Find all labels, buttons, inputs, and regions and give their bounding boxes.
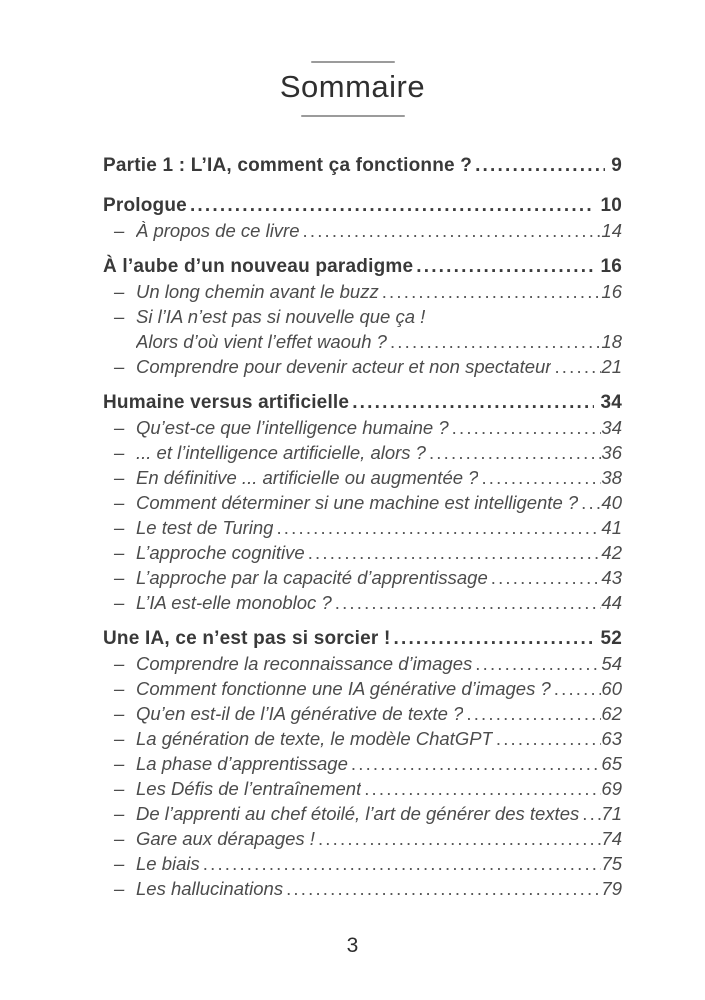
dot-leader: [416, 254, 594, 279]
toc-heading-row: [103, 626, 622, 651]
dot-leader: [481, 465, 601, 490]
entry-dash-bullet: –: [114, 220, 125, 241]
entry-page-number: 14: [601, 220, 622, 241]
dot-leader: [429, 440, 601, 465]
entry-page-number: 10: [600, 195, 622, 216]
toc-entry-row: [103, 751, 622, 776]
dot-leader: [318, 826, 601, 851]
entry-label: Le biais: [136, 853, 200, 874]
entry-page-number: 42: [601, 542, 622, 563]
dot-leader: [276, 515, 601, 540]
dot-leader: [582, 801, 601, 826]
toc-entry-row: [103, 701, 622, 726]
entry-label: Comment déterminer si une machine est intelligente ?: [136, 492, 579, 513]
toc-heading-row: [103, 193, 622, 218]
entry-page-number: 74: [601, 828, 622, 849]
entry-label: Comprendre pour devenir acteur et non spectateur: [136, 356, 552, 377]
entry-label: Comment fonctionne une IA générative d’images ?: [136, 678, 551, 699]
entry-label: En définitive ... artificielle ou augmentée ?: [136, 467, 479, 488]
entry-dash-bullet: –: [114, 778, 125, 799]
toc-entry-row: [103, 851, 622, 876]
entry-label: Prologue: [103, 195, 187, 216]
entry-label: Une IA, ce n’est pas si sorcier !: [103, 628, 391, 649]
entry-page-number: 41: [601, 517, 622, 538]
toc-heading-row: [103, 390, 622, 415]
dot-leader: [466, 701, 601, 726]
title-top-rule: [311, 61, 395, 63]
entry-page-number: 44: [601, 592, 622, 613]
toc-entry-row: [103, 279, 622, 304]
dot-leader: [303, 218, 602, 243]
entry-dash-bullet: –: [114, 803, 125, 824]
toc-header: [0, 0, 705, 117]
toc-entry-row: [103, 515, 622, 540]
entry-dash-bullet: –: [114, 728, 125, 749]
entry-page-number: 63: [601, 728, 622, 749]
entry-dash-bullet: –: [114, 567, 125, 588]
dot-leader: [581, 490, 601, 515]
entry-page-number: 34: [601, 417, 622, 438]
page-number: 3: [346, 934, 359, 957]
dot-leader: [308, 540, 602, 565]
entry-page-number: 69: [601, 778, 622, 799]
entry-dash-bullet: –: [114, 703, 125, 724]
entry-label: Les Défis de l’entraînement: [136, 778, 362, 799]
entry-label: Alors d’où vient l’effet waouh ?: [136, 331, 387, 352]
dot-leader: [475, 153, 605, 178]
toc-entry-row: [103, 651, 622, 676]
dot-leader: [352, 390, 594, 415]
entry-label: Gare aux dérapages !: [136, 828, 315, 849]
dot-leader: [390, 329, 601, 354]
dot-leader: [491, 565, 602, 590]
toc-heading-row: [103, 153, 622, 178]
entry-label: La phase d’apprentissage: [136, 753, 348, 774]
dot-leader: [351, 751, 602, 776]
toc-entry-row: [103, 415, 622, 440]
entry-dash-bullet: –: [114, 356, 125, 377]
entry-dash-bullet: –: [114, 753, 125, 774]
dot-leader: [554, 354, 601, 379]
toc-entry-row: [103, 801, 622, 826]
entry-label: Le test de Turing: [136, 517, 274, 538]
dot-leader: [496, 726, 602, 751]
entry-page-number: 52: [600, 628, 622, 649]
dot-leader: [475, 651, 601, 676]
entry-page-number: 43: [601, 567, 622, 588]
entry-label: À propos de ce livre: [136, 220, 300, 241]
entry-dash-bullet: –: [114, 592, 125, 613]
dot-leader: [452, 415, 602, 440]
entry-label: Un long chemin avant le buzz: [136, 281, 379, 302]
entry-dash-bullet: –: [114, 442, 125, 463]
dot-leader: [382, 279, 602, 304]
dot-leader: [203, 851, 602, 876]
dot-leader: [335, 590, 602, 615]
toc-entry-row: [103, 304, 622, 329]
entry-label: Les hallucinations: [136, 878, 284, 899]
page-title: Sommaire: [279, 69, 426, 104]
toc-entry-row: [103, 540, 622, 565]
dot-leader: [286, 876, 601, 901]
entry-page-number: 75: [601, 853, 622, 874]
entry-label: Qu’est-ce que l’intelligence humaine ?: [136, 417, 449, 438]
entry-label: L’IA est-elle monobloc ?: [136, 592, 332, 613]
toc-entry-row: [103, 329, 622, 354]
toc-entry-row: [103, 876, 622, 901]
entry-label: Comprendre la reconnaissance d’images: [136, 653, 473, 674]
toc-list: [103, 153, 622, 901]
entry-label: ... et l’intelligence artificielle, alors ?: [136, 442, 426, 463]
dot-leader: [190, 193, 595, 218]
toc-heading-row: [103, 254, 622, 279]
toc-entry-row: [103, 676, 622, 701]
entry-page-number: 18: [601, 331, 622, 352]
entry-label: L’approche cognitive: [136, 542, 305, 563]
entry-page-number: 9: [611, 155, 622, 176]
entry-page-number: 16: [600, 256, 622, 277]
entry-label: Qu’en est-il de l’IA générative de texte ?: [136, 703, 464, 724]
entry-dash-bullet: –: [114, 853, 125, 874]
toc-entry-row: [103, 218, 622, 243]
toc-entry-row: [103, 354, 622, 379]
entry-page-number: 21: [601, 356, 622, 377]
toc-entry-row: [103, 465, 622, 490]
entry-dash-bullet: –: [114, 653, 125, 674]
entry-dash-bullet: –: [114, 417, 125, 438]
entry-page-number: 65: [601, 753, 622, 774]
entry-dash-bullet: –: [114, 542, 125, 563]
entry-page-number: 79: [601, 878, 622, 899]
entry-label: La génération de texte, le modèle ChatGPT: [136, 728, 493, 749]
entry-dash-bullet: –: [114, 878, 125, 899]
entry-page-number: 34: [600, 392, 622, 413]
dot-leader: [364, 776, 601, 801]
title-bottom-rule: [301, 115, 405, 117]
entry-dash-bullet: –: [114, 281, 125, 302]
entry-page-number: 54: [601, 653, 622, 674]
entry-label: Partie 1 : L’IA, comment ça fonctionne ?: [103, 155, 473, 176]
entry-label: Humaine versus artificielle: [103, 392, 350, 413]
toc-entry-row: [103, 776, 622, 801]
dot-leader: [394, 626, 595, 651]
entry-page-number: 60: [601, 678, 622, 699]
toc-entry-row: [103, 490, 622, 515]
entry-page-number: 38: [601, 467, 622, 488]
entry-page-number: 71: [601, 803, 622, 824]
toc-entry-row: [103, 590, 622, 615]
toc-entry-row: [103, 826, 622, 851]
entry-dash-bullet: –: [114, 467, 125, 488]
toc-entry-row: [103, 726, 622, 751]
entry-label: À l’aube d’un nouveau paradigme: [103, 256, 414, 277]
entry-label: Si l’IA n’est pas si nouvelle que ça !: [136, 306, 426, 327]
entry-page-number: 16: [601, 281, 622, 302]
entry-dash-bullet: –: [114, 492, 125, 513]
entry-page-number: 36: [601, 442, 622, 463]
toc-entry-row: [103, 565, 622, 590]
entry-label: De l’apprenti au chef étoilé, l’art de générer des textes: [136, 803, 580, 824]
entry-dash-bullet: –: [114, 678, 125, 699]
toc-entry-row: [103, 440, 622, 465]
entry-label: L’approche par la capacité d’apprentissage: [136, 567, 488, 588]
dot-leader: [554, 676, 602, 701]
entry-page-number: 62: [601, 703, 622, 724]
entry-dash-bullet: –: [114, 828, 125, 849]
entry-page-number: 40: [601, 492, 622, 513]
entry-dash-bullet: –: [114, 306, 125, 327]
entry-dash-bullet: –: [114, 517, 125, 538]
